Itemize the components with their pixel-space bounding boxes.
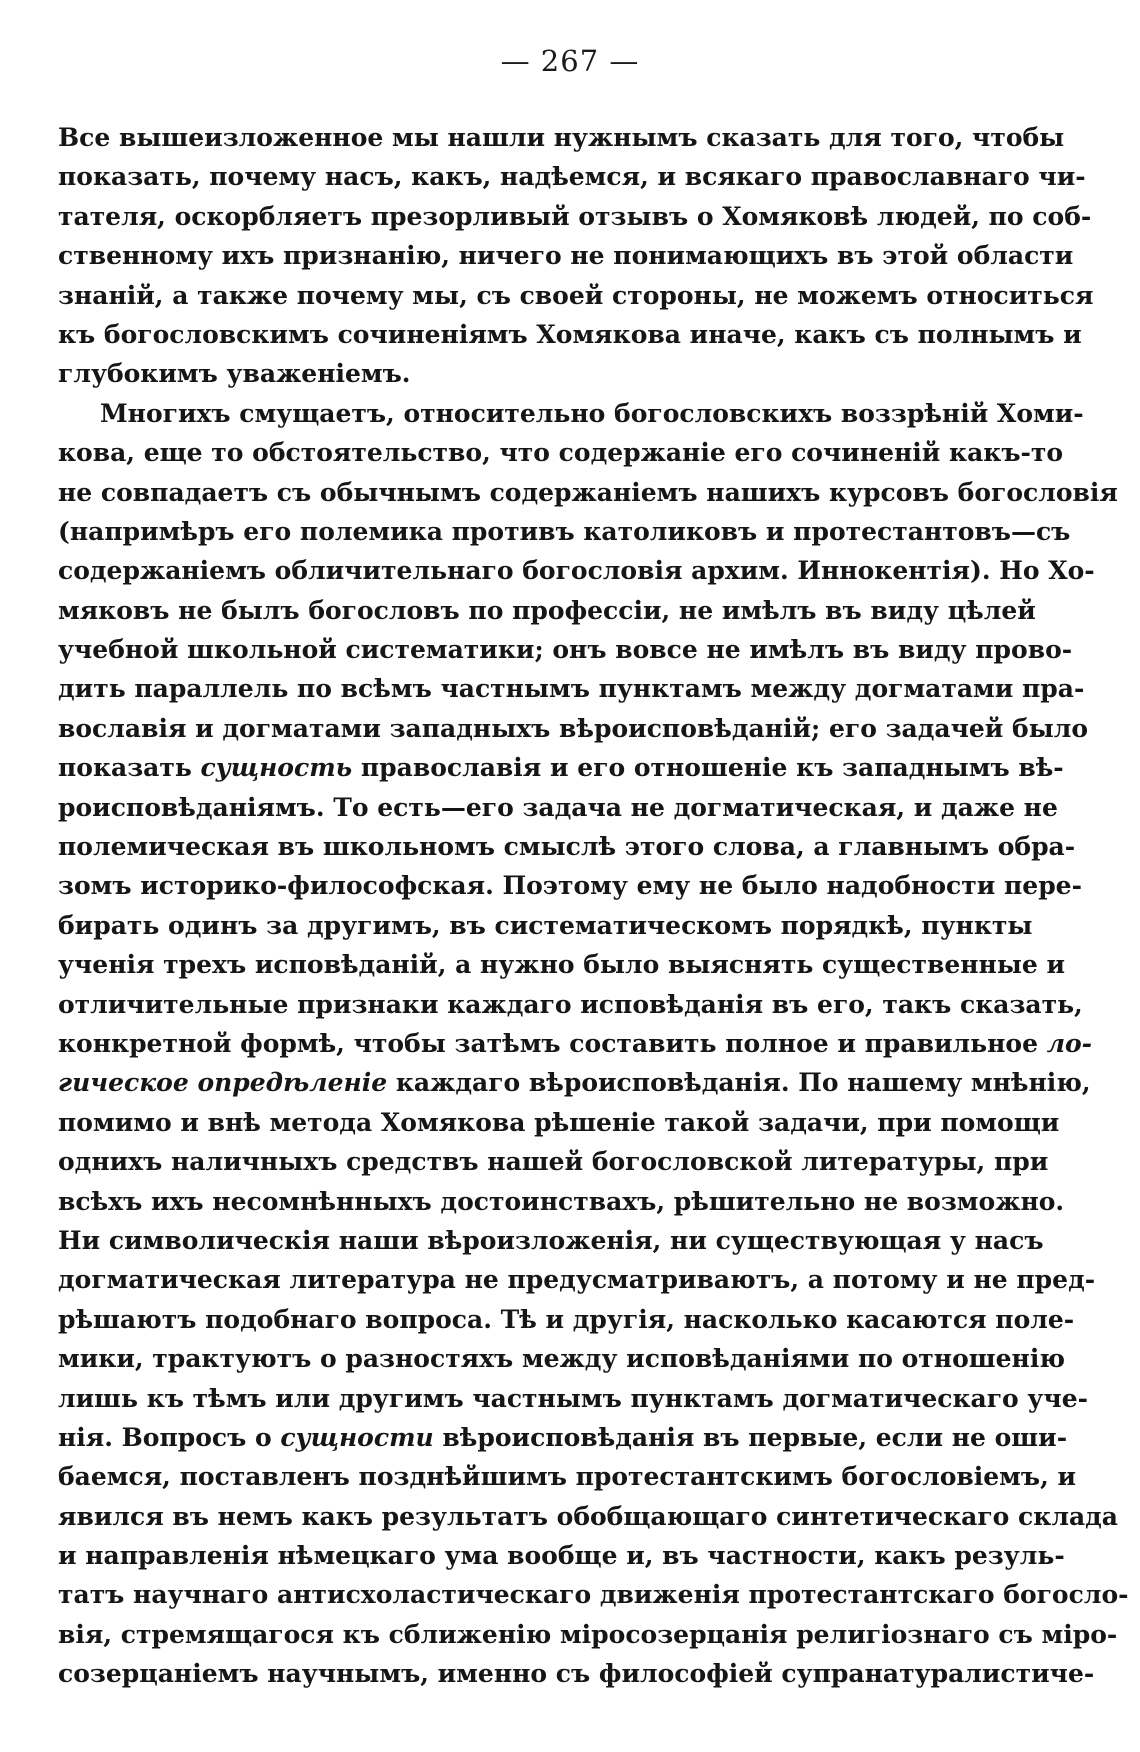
text-line: полемическая въ школьномъ смыслѣ этого слова, а главнымъ обра-: [58, 832, 1076, 862]
text-line: знаній, а также почему мы, съ своей стороны, не можемъ относиться: [58, 280, 1094, 310]
text-line: баемся, поставленъ позднѣйшимъ протестантскимъ богословіемъ, и: [58, 1462, 1077, 1492]
text-body: [58, 118, 1129, 1694]
text-line: содержаніемъ обличительнаго богословія архим. Иннокентія). Но Хо-: [58, 556, 1095, 586]
text-line: отличительные признаки каждаго исповѣданія въ его, такъ сказать,: [58, 989, 1083, 1019]
text-line: Все вышеизложенное мы нашли нужнымъ сказать для того, чтобы: [58, 123, 1065, 152]
text-line: учебной школьной систематики; онъ вовсе не имѣлъ въ виду прово-: [58, 635, 1073, 665]
text-line: однихъ наличныхъ средствъ нашей богословской литературы, при: [58, 1147, 1049, 1177]
text-line: Ни символическія наши вѣроизложенія, ни существующая у насъ: [58, 1225, 1044, 1255]
text-line: зомъ историко-философская. Поэтому ему не было надобности пере-: [58, 871, 1082, 901]
text-line: кова, еще то обстоятельство, что содержаніе его сочиненій какъ-то: [58, 438, 1064, 468]
text-line: конкретной формѣ, чтобы затѣмъ составить полное и правильное ло-: [58, 1028, 1093, 1058]
emphasized-text: сущности: [280, 1422, 434, 1452]
emphasized-text: ло-: [1046, 1028, 1093, 1058]
text-line: тателя, оскорбляетъ презорливый отзывъ о Хомяковѣ людей, по соб-: [58, 201, 1092, 231]
text-line: бирать одинъ за другимъ, въ систематическомъ порядкѣ, пункты: [58, 910, 1033, 940]
text-line: рѣшаютъ подобнаго вопроса. Тѣ и другія, насколько касаются поле-: [58, 1304, 1075, 1334]
text-line: помимо и внѣ метода Хомякова рѣшеніе такой задачи, при помощи: [58, 1107, 1060, 1137]
text-line: глубокимъ уваженіемъ.: [58, 359, 411, 389]
text-line: показать сущность православія и его отношеніе къ западнымъ вѣ-: [58, 753, 1064, 783]
text-line: созерцаніемъ научнымъ, именно съ философіей супранатуралистиче-: [58, 1659, 1095, 1689]
text-line: догматическая литература не предусматриваютъ, а потому и не пред-: [58, 1265, 1096, 1295]
text-line: нія. Вопросъ о сущности вѣроисповѣданія въ первые, если не оши-: [58, 1422, 1068, 1452]
text-line: Многихъ смущаетъ, относительно богословскихъ воззрѣній Хоми-: [100, 398, 1084, 428]
text-line: явился въ немъ какъ результатъ обобщающаго синтетическаго склада: [58, 1501, 1119, 1531]
text-line: ученія трехъ исповѣданій, а нужно было выяснять существенные и: [58, 950, 1066, 980]
text-line: всѣхъ ихъ несомнѣнныхъ достоинствахъ, рѣшительно не возможно.: [58, 1186, 1065, 1216]
text-line: (напримѣръ его полемика противъ католиковъ и протестантовъ—съ: [58, 516, 1071, 546]
text-line: къ богословскимъ сочиненіямъ Хомякова иначе, какъ съ полнымъ и: [58, 319, 1082, 349]
text-line: не совпадаетъ съ обычнымъ содержаніемъ нашихъ курсовъ богословія: [58, 477, 1118, 507]
text-line: мяковъ не былъ богословъ по профессіи, не имѣлъ въ виду цѣлей: [58, 595, 1036, 625]
text-line: ственному ихъ признанію, ничего не понимающихъ въ этой области: [58, 241, 1074, 271]
page-number: — 267 —: [500, 44, 640, 78]
text-line: татъ научнаго антисхоластическаго движенія протестантскаго богосло-: [58, 1580, 1129, 1610]
emphasized-text: сущность: [200, 753, 353, 783]
emphasized-text: гическое опредѣленіе: [58, 1068, 388, 1098]
text-line: и направленія нѣмецкаго ума вообще и, въ частности, какъ резуль-: [58, 1541, 1065, 1571]
text-line: дить параллель по всѣмъ частнымъ пунктамъ между догматами пра-: [58, 674, 1085, 704]
text-line: показать, почему насъ, какъ, надѣемся, и всякаго православнаго чи-: [58, 162, 1086, 192]
text-line: вія, стремящагося къ сближенію міросозерцанія религіознаго съ міро-: [58, 1619, 1118, 1649]
text-line: вославія и догматами западныхъ вѣроисповѣданій; его задачей было: [58, 713, 1089, 743]
text-line: роисповѣданіямъ. То есть—его задача не догматическая, и даже не: [58, 792, 1058, 822]
text-line: мики, трактуютъ о разностяхъ между исповѣданіями по отношенію: [58, 1344, 1065, 1374]
text-line: гическое опредѣленіе каждаго вѣроисповѣданія. По нашему мнѣнію,: [58, 1068, 1091, 1098]
text-line: лишь къ тѣмъ или другимъ частнымъ пунктамъ догматическаго уче-: [58, 1383, 1089, 1413]
